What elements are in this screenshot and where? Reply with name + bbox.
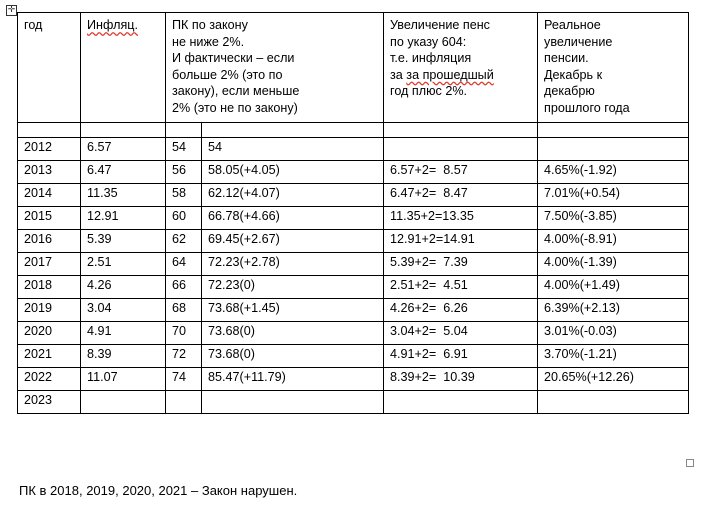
cell-inflation: 4.26 [81,275,166,298]
table-header-row [18,13,689,123]
cell-increase: 8.39+2= 10.39 [384,367,538,390]
cell-pk: 60 [166,206,202,229]
cell-increase: 6.47+2= 8.47 [384,183,538,206]
header-real-line-4: декабрю [544,84,595,99]
cell-real: 6.39%(+2.13) [538,298,689,321]
pension-table [17,12,689,414]
table-row [18,183,689,206]
table-row [18,321,689,344]
cell-pk: 68 [166,298,202,321]
cell-pk-law: 54 [202,137,384,160]
cell-year: 2012 [18,137,81,160]
cell-year: 2015 [18,206,81,229]
cell-pk: 62 [166,229,202,252]
cell-pk: 58 [166,183,202,206]
cell-year: 2013 [18,160,81,183]
cell-increase: 3.04+2= 5.04 [384,321,538,344]
cell-real: 7.01%(+0.54) [538,183,689,206]
cell-year: 2023 [18,390,81,413]
cell-year: 2017 [18,252,81,275]
cell-pk: 54 [166,137,202,160]
cell-year: 2022 [18,367,81,390]
cell-inflation [81,390,166,413]
header-real-line-0: Реальное [544,18,601,32]
cell-real: 3.01%(-0.03) [538,321,689,344]
header-real-line-3: Декабрь к [544,67,603,82]
cell-inflation: 11.07 [81,367,166,390]
header-inflation-line-0: Инфляц. [87,18,138,32]
cell-pk-law: 58.05(+4.05) [202,160,384,183]
header-pk-line-4: закону), если меньше [172,84,300,99]
header-pk-line-5: 2% (это не по закону) [172,100,298,115]
header-pk-line-1: не ниже 2%. [172,34,245,49]
cell-pk: 66 [166,275,202,298]
cell-pk-law: 72.23(0) [202,275,384,298]
cell-pk-law [202,390,384,413]
cell-real [538,390,689,413]
spacer-cell-inflation [81,122,166,137]
cell-year: 2021 [18,344,81,367]
cell-real: 4.00%(-8.91) [538,229,689,252]
cell-year: 2019 [18,298,81,321]
cell-pk-law: 66.78(+4.66) [202,206,384,229]
header-pk-line-3: больше 2% (это по [172,67,283,82]
spacer-cell-pk [166,122,202,137]
table-row [18,298,689,321]
header-real-line-2: пенсии. [544,51,589,66]
cell-increase [384,390,538,413]
header-increase-misspelled-word: за прошедшый [406,67,494,82]
table-row [18,275,689,298]
cell-real: 20.65%(+12.26) [538,367,689,390]
cell-pk-law: 73.68(0) [202,344,384,367]
cell-pk: 70 [166,321,202,344]
cell-year: 2020 [18,321,81,344]
table-row [18,160,689,183]
cell-pk-law: 72.23(+2.78) [202,252,384,275]
cell-increase: 11.35+2=13.35 [384,206,538,229]
cell-pk: 56 [166,160,202,183]
cell-year: 2014 [18,183,81,206]
cell-inflation: 4.91 [81,321,166,344]
cell-pk: 72 [166,344,202,367]
header-cell-inflation [81,13,166,123]
header-increase-line-3: за за прошедшый [390,67,494,82]
cell-pk: 64 [166,252,202,275]
table-row [18,229,689,252]
header-pk-line-0: ПК по закону [172,18,248,32]
spacer-cell-real [538,122,689,137]
table-row [18,252,689,275]
table-move-handle[interactable] [6,5,17,16]
table-resize-handle[interactable] [686,459,694,467]
footnote-text: ПК в 2018, 2019, 2020, 2021 – Закон нарушен. [19,483,298,498]
table-spacer-row [18,122,689,137]
cell-pk: 74 [166,367,202,390]
cell-pk-law: 73.68(+1.45) [202,298,384,321]
cell-increase: 12.91+2=14.91 [384,229,538,252]
cell-inflation: 6.47 [81,160,166,183]
cell-real: 4.00%(-1.39) [538,252,689,275]
cell-inflation: 8.39 [81,344,166,367]
cell-pk [166,390,202,413]
cell-real: 3.70%(-1.21) [538,344,689,367]
table-row [18,137,689,160]
header-increase-line-2: т.е. инфляция [390,51,472,66]
cell-year: 2016 [18,229,81,252]
table-row [18,367,689,390]
cell-inflation: 2.51 [81,252,166,275]
header-cell-pk-law [166,13,384,123]
cell-year: 2018 [18,275,81,298]
cell-inflation: 12.91 [81,206,166,229]
cell-pk-law: 73.68(0) [202,321,384,344]
cell-increase: 5.39+2= 7.39 [384,252,538,275]
header-cell-increase [384,13,538,123]
table-row [18,344,689,367]
header-cell-year [18,13,81,123]
header-real-line-1: увеличение [544,34,613,49]
header-real-line-5: прошлого года [544,100,630,115]
cell-increase: 6.57+2= 8.57 [384,160,538,183]
header-increase-line-0: Увеличение пенс [390,18,490,32]
spacer-cell-increase [384,122,538,137]
header-increase-line-1: по указу 604: [390,34,467,49]
cell-real [538,137,689,160]
header-cell-real [538,13,689,123]
spacer-cell-pk-law [202,122,384,137]
cell-real: 4.65%(-1.92) [538,160,689,183]
cell-increase: 4.91+2= 6.91 [384,344,538,367]
table-row [18,206,689,229]
cell-real: 7.50%(-3.85) [538,206,689,229]
cell-increase: 2.51+2= 4.51 [384,275,538,298]
cell-inflation: 6.57 [81,137,166,160]
header-increase-line-4: год плюс 2%. [390,84,468,99]
cell-inflation: 5.39 [81,229,166,252]
table-move-handle-glyph: ✛ [7,4,16,14]
table-row [18,390,689,413]
cell-real: 4.00%(+1.49) [538,275,689,298]
cell-pk-law: 85.47(+11.79) [202,367,384,390]
cell-inflation: 3.04 [81,298,166,321]
cell-increase: 4.26+2= 6.26 [384,298,538,321]
header-year-line-0: год [24,18,43,32]
cell-inflation: 11.35 [81,183,166,206]
spacer-cell-year [18,122,81,137]
cell-pk-law: 62.12(+4.07) [202,183,384,206]
header-pk-line-2: И фактически – если [172,51,295,66]
cell-pk-law: 69.45(+2.67) [202,229,384,252]
cell-increase [384,137,538,160]
